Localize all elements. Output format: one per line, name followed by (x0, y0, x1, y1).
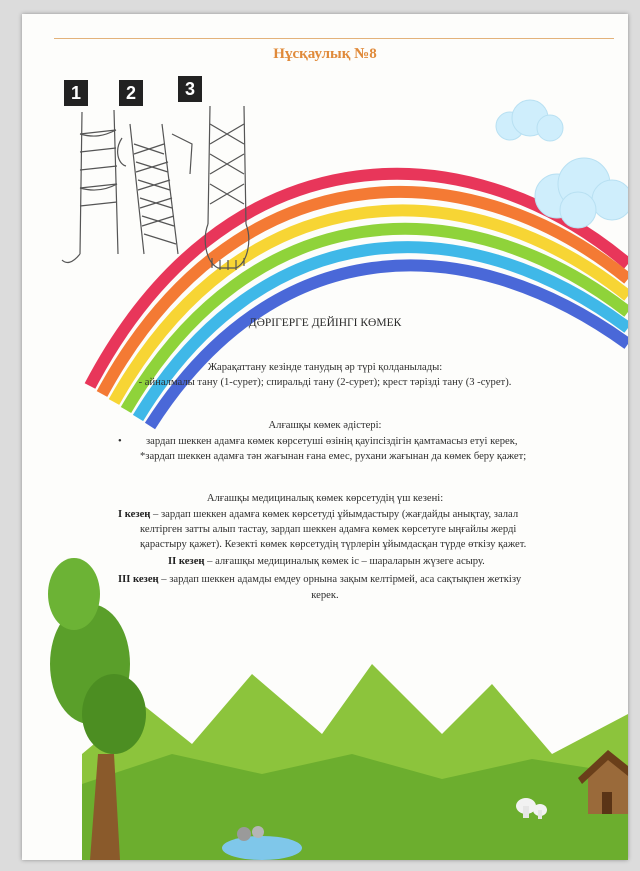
stage-3-line-1 (118, 573, 521, 587)
stage-3-label: III кезең (118, 574, 159, 585)
methods-bullet: • (118, 436, 122, 447)
intro-line-1: Жарақаттану кезінде танудың әр түрі қолданылады: (207, 362, 443, 373)
methods-title: Алғашқы көмек әдістері: (268, 420, 382, 431)
stage-3-line-2: керек. (311, 590, 339, 601)
section-heading: ДӘРІГЕРГЕ ДЕЙІНГІ КӨМЕК (248, 317, 402, 329)
stage-1-text: – зардап шеккен адамға көмек көрсетуді ұйымдастыру (жағдайды анықтау, залал (150, 509, 519, 520)
stage-2-text: – алғашқы медициналық көмек іс – шараларын жүзеге асыру. (204, 556, 485, 567)
stages-title: Алғашқы медициналық көмек көрсетудің үш кезені: (206, 493, 444, 504)
methods-item-2: *зардап шеккен адамға тән жағынан ғана емес, рухани жағынан да көмек беру қажет; (140, 451, 527, 462)
stage-1-line-1 (118, 508, 518, 522)
bandage-figure-1 (62, 110, 118, 262)
stage-3-text: – зардап шеккен адамды емдеу орнына зақым келтірмей, аса сақтықпен жеткізу (158, 574, 522, 585)
figure-number-1: 1 (64, 80, 88, 106)
stage-1-line-3: қарастыру қажет). Кезекті көмек көрсетудің түрлерін ұйымдасқан түрде өткізу қажет. (140, 539, 527, 550)
page-title: Нұсқаулық №8 (273, 46, 377, 62)
intro-line-2: - айналмалы тану (1-сурет); спиральді тану (2-сурет); крест тәрізді тану (3 -сурет). (138, 377, 512, 388)
stage-1-line-2: келтірген затты алып тастау, зардап шеккен адамға көмек көрсетуге ыңғайлы жерді (140, 524, 517, 535)
bandage-figure-2 (118, 124, 192, 254)
document-page (22, 14, 628, 860)
figure-number-3: 3 (178, 76, 202, 102)
methods-item-1: зардап шеккен адамға көмек көрсетуші өзінің қауіпсіздігін қамтамасыз етуі керек, (146, 436, 518, 447)
stage-1-label: I кезең (118, 509, 151, 520)
stage-2-line (168, 555, 485, 569)
cloud-top (496, 100, 563, 141)
stage-2-label: II кезең (168, 556, 205, 567)
figure-number-2: 2 (119, 80, 143, 106)
green-hills (82, 664, 628, 860)
